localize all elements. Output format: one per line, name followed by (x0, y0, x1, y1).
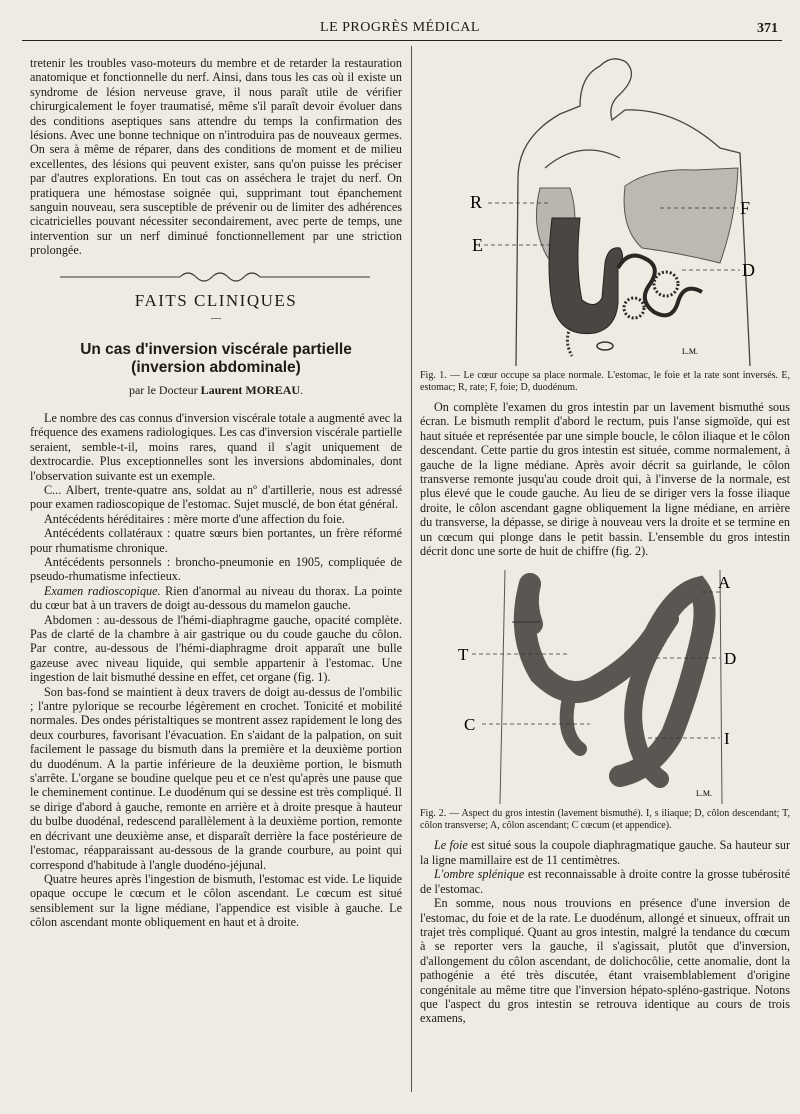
paragraph: C... Albert, trente-quatre ans, soldat au nº d'artillerie, nous est adressé pour examen radioscopique de l'estomac. Sujet musclé, de bon état général. (30, 482, 402, 512)
right-column (420, 48, 790, 1026)
left-column (30, 56, 402, 930)
article-title-line-2: (inversion abdominale) (131, 358, 301, 376)
fig2-label-d: D (724, 649, 737, 669)
byline: par le Docteur Laurent MOREAU. (128, 382, 304, 397)
fig1-label-d: D (742, 260, 755, 280)
fig1-label-e: E (472, 235, 483, 255)
caption-label: Fig. 1. (420, 370, 447, 381)
inline-label: Examen radioscopique. (44, 583, 161, 598)
caption-label: Fig. 2. (420, 808, 447, 820)
fig2-signature: L.M. (696, 789, 712, 799)
figure-1 (420, 48, 790, 366)
paragraph: En somme, nous nous trouvions en présence d'une inversion de l'estomac, du foie et de la rate. Le duodénum, allongé et sinueux, offrait un trajet très compliqué. Quant au gros intestin, malgré la tendance du cœcum à se reporter vers la gauche, il s'agissait, plutôt que d'inversion, d'allongement du côlon ascendant, de dolichocôlie, cette anomalie, dont la pathogénie a été très discutée, étant vraisemblablement d'origine congénitale au même titre que l'inversion hépato-spléno-gastrique. Notons que l'aspect du gros intestin se retrouva identique au cours de trois examens, (420, 896, 790, 1026)
paragraph: Antécédents collatéraux : quatre sœurs bien portantes, un frère réformé pour rhumatisme chronique. (30, 526, 402, 555)
author-name: Laurent MOREAU (200, 382, 301, 397)
fig2-label-c: C (464, 715, 476, 735)
fig1-label-r: R (470, 192, 483, 212)
fig2-label-a: A (718, 573, 731, 593)
fig2-label-t: T (458, 645, 469, 665)
figure-2-caption: Fig. 2. — Aspect du gros intestin (lavement bismuthé). I, s iliaque; D, côlon descendant; T, côlon transverse; A, côlon ascendant; C cœcum (et appendice). (420, 808, 790, 832)
inline-label: Le foie (434, 838, 468, 853)
paragraph: Antécédents personnels : broncho-pneumonie en 1905, compliquée de pseudo-rhumatisme infectieux. (30, 554, 402, 584)
section-dash: — (211, 313, 221, 325)
fig1-signature: L.M. (682, 347, 698, 356)
paragraph: Quatre heures après l'ingestion de bismuth, l'estomac est vide. Le liquide opaque occupe le cœcum et le côlon ascendant. Le cœcum est situé sensiblement sur la ligne médiane, l'appendice est visible à gauche. Le côlon ascendant monte obliquement en haut et à droite. (30, 871, 402, 930)
section-heading: FAITS CLINIQUES (134, 290, 298, 310)
page-number: 371 (757, 21, 778, 36)
figure-1-radiograph (420, 48, 790, 366)
header-rule (22, 40, 782, 41)
paragraph: Le nombre des cas connus d'inversion viscérale totale a augmenté avec la fréquence des examens radiologiques. Les cas d'inversion viscérale partielle seraient, semble-t-il, moins rares, quand il s'agit uniquement de dextrocardie. Plus exceptionnelles sont les inversions abdominales, dont l'observation suivante est un exemple. (30, 410, 402, 483)
article-title (30, 341, 402, 377)
paragraph: Le foie est situé sous la coupole diaphragmatique gauche. Sa hauteur sur la ligne mamillaire est de 11 centimètres. (420, 838, 791, 867)
fig2-label-i: I (724, 729, 730, 749)
figure-1-caption: Fig. 1. — Le cœur occupe sa place normale. L'estomac, le foie et la rate sont inversés. E, estomac; R, rate; F, foie; D, duodénum. (420, 370, 791, 393)
paragraph: L'ombre splénique est reconnaissable à droite contre la grosse tubérosité de l'estomac. (420, 867, 790, 896)
intro-paragraph: tretenir les troubles vaso-moteurs du membre et de retarder la restauration anatomique et fonctionnelle du nerf. Ainsi, dans tous les cas où il existe un syndrome de lésion nerveuse grave, il nous paraît utile de vérifier chirurgicalement le foyer traumatisé, même s'il paraît devoir évoluer dans des conditions aseptiques sans attendre du temps la confirmation des lésions. Avec une bonne technique on n'introduira pas de nouveaux germes. On sera à même de réparer, dans des conditions de moment et de milieu excellentes, des lésions qui peuvent exister, sans qu'on puisse les préciser par d'autres explorations. En tout cas on asséchera le trajet du nerf. On pratiquera une hémostase soignée qui, supprimant tout épanchement sanguin nouveau, sera susceptible de prévenir ou de limiter des adhérences cicatricielles pouvant nécessiter secondairement, avec perte de temps, une intervention sur un nerf diminué fonctionnellement par une striction prolongée. (30, 56, 402, 258)
page-header (0, 20, 800, 42)
running-title: LE PROGRÈS MÉDICAL (320, 20, 480, 35)
inline-label: L'ombre splénique (434, 867, 525, 882)
figure-2-radiograph (420, 564, 790, 804)
byline-prefix: par le Docteur (128, 382, 198, 397)
article-title-line-1: Un cas d'inversion viscérale partielle (80, 340, 352, 358)
figure-2 (420, 564, 790, 804)
paragraph: Antécédents héréditaires : mère morte d'une affection du foie. (44, 511, 345, 526)
paragraph: Abdomen : au-dessous de l'hémi-diaphragme gauche, opacité complète. Pas de clarté de la chambre à air gastrique ou du coude gauche du côlon. Par contre, au-dessous de l'hémi-diaphragme droit apparaît une bulle gazeuse avec niveau liquide, qui semble appartenir à l'estomac. Une ingestion de lait bismuthé dessine en effet, cet organe (fig. 1). (30, 612, 402, 685)
fig1-label-f: F (740, 198, 751, 218)
paragraph: On complète l'examen du gros intestin par un lavement bismuthé sous écran. Le bismuth remplit d'abord le rectum, puis l'anse sigmoïde, qui est haut située et représentée par une simple boucle, le côlon iliaque et le côlon descendant. Cette partie du gros intestin est située, comme normalement, à gauche de la ligne médiane. Après avoir décrit sa guirlande, le côlon transverse remonte jusqu'au coude droit qui, à l'inverse de la normale, est plus élevé que le coude gauche. Au lieu de se diriger vers la fosse iliaque droite, le côlon ascendant gagne obliquement la ligne médiane, en arrière du transverse, la dépasse, se dirige à nouveau vers la droite et se termine en un cœcum qui plonge dans le petit bassin. L'ensemble du gros intestin décrit donc une sorte de huit de chiffre (fig. 2). (420, 400, 790, 559)
column-divider (411, 46, 412, 1092)
section-ornament (30, 268, 402, 286)
paragraph: Examen radioscopique. Rien d'anormal au niveau du thorax. La pointe du cœur bat à un travers de doigt au-dessous du mamelon gauche. (30, 583, 402, 613)
paragraph: Son bas-fond se maintient à deux travers de doigt au-dessus de l'ombilic ; l'antre pylorique se recourbe légèrement en crochet. Tonicité et mobilité normales. Des ondes péristaltiques se montrent assez rapidement le long des deux courbures, favorisant l'évacuation. En s'aidant de la palpation, on suit facilement le passage du bismuth dans la première et la deuxième portion du duodénum. A la partie inférieure de la deuxième portion, le bismuth s'arrête. L'organe se boudine quelque peu et ce n'est qu'après une pause que le cheminement continue. Le duodénum qui se dessine est très compliqué. Il se dirige d'abord à gauche, remonte en arrière et à droite presque à hauteur du bulbe duodénal, redescend parallèlement à la deuxième portion, remonte en décrivant une deuxième anse, et disparaît derrière la face postérieure de l'estomac, réapparaissant au-dessous de la grande courbure, au point qui correspond d'habitude à l'angle duodéno-jéjunal. (30, 684, 402, 872)
